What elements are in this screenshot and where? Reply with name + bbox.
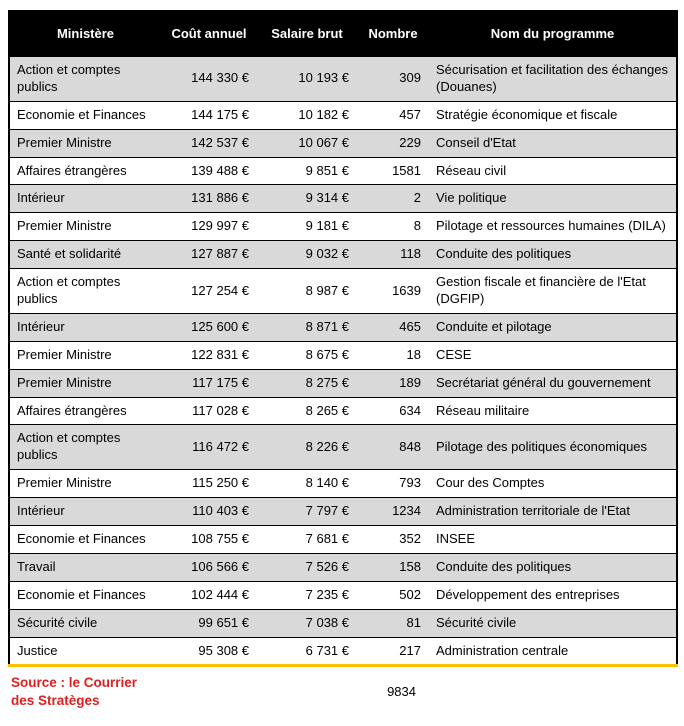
table-row [9, 498, 677, 526]
cell-ministere: Santé et solidarité [9, 241, 161, 269]
table-body [9, 56, 677, 666]
cell-cout-annuel: 117 028 € [161, 397, 257, 425]
cell-programme: Sécurisation et facilitation des échanges (Douanes) [429, 56, 677, 101]
programs-cost-table [8, 10, 678, 667]
header-cout-annuel: Coût annuel [161, 11, 257, 56]
cell-nombre: 81 [357, 609, 429, 637]
cell-ministere: Premier Ministre [9, 369, 161, 397]
cell-ministere: Action et comptes publics [9, 269, 161, 314]
cell-programme: Sécurité civile [429, 609, 677, 637]
cell-nombre: 229 [357, 129, 429, 157]
cell-salaire-brut: 7 526 € [257, 553, 357, 581]
cell-cout-annuel: 108 755 € [161, 526, 257, 554]
table-row [9, 553, 677, 581]
source-line-1: Source : le Courrier [11, 675, 138, 691]
cell-programme: Gestion fiscale et financière de l'Etat (DGFIP) [429, 269, 677, 314]
cell-salaire-brut: 10 193 € [257, 56, 357, 101]
cell-salaire-brut: 7 235 € [257, 581, 357, 609]
table-row [9, 341, 677, 369]
cell-programme: Stratégie économique et fiscale [429, 101, 677, 129]
cell-programme: CESE [429, 341, 677, 369]
cell-salaire-brut: 7 797 € [257, 498, 357, 526]
cell-nombre: 189 [357, 369, 429, 397]
cell-cout-annuel: 102 444 € [161, 581, 257, 609]
header-ministere: Ministère [9, 11, 161, 56]
table-header [9, 11, 677, 56]
cell-ministere: Action et comptes publics [9, 425, 161, 470]
cell-cout-annuel: 142 537 € [161, 129, 257, 157]
table-row [9, 369, 677, 397]
table-row [9, 101, 677, 129]
cell-nombre: 1639 [357, 269, 429, 314]
cell-programme: Réseau civil [429, 157, 677, 185]
cell-ministere: Economie et Finances [9, 526, 161, 554]
cell-programme: Pilotage des politiques économiques [429, 425, 677, 470]
cell-nombre: 848 [357, 425, 429, 470]
table-row [9, 526, 677, 554]
cell-ministere: Intérieur [9, 313, 161, 341]
cell-ministere: Affaires étrangères [9, 397, 161, 425]
table-row [9, 185, 677, 213]
cell-salaire-brut: 8 675 € [257, 341, 357, 369]
cell-programme: Secrétariat général du gouvernement [429, 369, 677, 397]
cell-programme: Conduite des politiques [429, 553, 677, 581]
table-row [9, 425, 677, 470]
cell-nombre: 502 [357, 581, 429, 609]
cell-salaire-brut: 10 067 € [257, 129, 357, 157]
header-row [9, 11, 677, 56]
cell-salaire-brut: 6 731 € [257, 637, 357, 666]
table-row [9, 609, 677, 637]
source-line-2: des Stratèges [11, 693, 100, 709]
cell-salaire-brut: 10 182 € [257, 101, 357, 129]
cell-nombre: 352 [357, 526, 429, 554]
footer [8, 667, 676, 709]
cell-nombre: 457 [357, 101, 429, 129]
cell-nombre: 217 [357, 637, 429, 666]
cell-cout-annuel: 117 175 € [161, 369, 257, 397]
cell-ministere: Affaires étrangères [9, 157, 161, 185]
cell-cout-annuel: 127 887 € [161, 241, 257, 269]
header-nom-du-programme: Nom du programme [429, 11, 677, 56]
table-row [9, 269, 677, 314]
cell-salaire-brut: 8 226 € [257, 425, 357, 470]
cell-nombre: 2 [357, 185, 429, 213]
cell-nombre: 634 [357, 397, 429, 425]
cell-ministere: Intérieur [9, 498, 161, 526]
cell-ministere: Economie et Finances [9, 581, 161, 609]
cell-programme: Conduite et pilotage [429, 313, 677, 341]
cell-cout-annuel: 131 886 € [161, 185, 257, 213]
table-row [9, 157, 677, 185]
total-nombre: 9834 [387, 684, 416, 700]
cell-programme: Administration centrale [429, 637, 677, 666]
table-row [9, 241, 677, 269]
cell-salaire-brut: 8 275 € [257, 369, 357, 397]
table-row [9, 581, 677, 609]
cell-nombre: 18 [357, 341, 429, 369]
cell-programme: Conseil d'Etat [429, 129, 677, 157]
cell-nombre: 118 [357, 241, 429, 269]
cell-ministere: Sécurité civile [9, 609, 161, 637]
cell-salaire-brut: 9 032 € [257, 241, 357, 269]
table-row [9, 213, 677, 241]
cell-salaire-brut: 9 314 € [257, 185, 357, 213]
cell-cout-annuel: 122 831 € [161, 341, 257, 369]
cell-salaire-brut: 9 181 € [257, 213, 357, 241]
cell-ministere: Intérieur [9, 185, 161, 213]
cell-programme: Pilotage et ressources humaines (DILA) [429, 213, 677, 241]
cell-programme: Développement des entreprises [429, 581, 677, 609]
header-nombre: Nombre [357, 11, 429, 56]
cell-programme: Réseau militaire [429, 397, 677, 425]
cell-cout-annuel: 144 330 € [161, 56, 257, 101]
cell-nombre: 1234 [357, 498, 429, 526]
cell-ministere: Premier Ministre [9, 213, 161, 241]
table-row [9, 56, 677, 101]
cell-salaire-brut: 7 038 € [257, 609, 357, 637]
cell-cout-annuel: 127 254 € [161, 269, 257, 314]
cell-ministere: Justice [9, 637, 161, 666]
cell-nombre: 309 [357, 56, 429, 101]
cell-cout-annuel: 144 175 € [161, 101, 257, 129]
table-row [9, 397, 677, 425]
cell-ministere: Travail [9, 553, 161, 581]
cell-salaire-brut: 7 681 € [257, 526, 357, 554]
cell-salaire-brut: 9 851 € [257, 157, 357, 185]
cell-ministere: Premier Ministre [9, 470, 161, 498]
cell-ministere: Action et comptes publics [9, 56, 161, 101]
cell-nombre: 465 [357, 313, 429, 341]
cell-ministere: Economie et Finances [9, 101, 161, 129]
cell-ministere: Premier Ministre [9, 341, 161, 369]
cell-salaire-brut: 8 871 € [257, 313, 357, 341]
cell-salaire-brut: 8 140 € [257, 470, 357, 498]
cell-cout-annuel: 129 997 € [161, 213, 257, 241]
cell-cout-annuel: 95 308 € [161, 637, 257, 666]
cell-nombre: 158 [357, 553, 429, 581]
table-row [9, 129, 677, 157]
cell-cout-annuel: 115 250 € [161, 470, 257, 498]
cell-salaire-brut: 8 987 € [257, 269, 357, 314]
cell-programme: INSEE [429, 526, 677, 554]
cell-cout-annuel: 116 472 € [161, 425, 257, 470]
cell-cout-annuel: 139 488 € [161, 157, 257, 185]
table-row [9, 313, 677, 341]
cell-programme: Vie politique [429, 185, 677, 213]
cell-programme: Conduite des politiques [429, 241, 677, 269]
cell-nombre: 1581 [357, 157, 429, 185]
cell-cout-annuel: 106 566 € [161, 553, 257, 581]
cell-cout-annuel: 125 600 € [161, 313, 257, 341]
cell-nombre: 8 [357, 213, 429, 241]
header-salaire-brut: Salaire brut [257, 11, 357, 56]
cell-salaire-brut: 8 265 € [257, 397, 357, 425]
cell-ministere: Premier Ministre [9, 129, 161, 157]
cell-nombre: 793 [357, 470, 429, 498]
cell-cout-annuel: 99 651 € [161, 609, 257, 637]
cell-cout-annuel: 110 403 € [161, 498, 257, 526]
table-row [9, 470, 677, 498]
table-row [9, 637, 677, 666]
cell-programme: Cour des Comptes [429, 470, 677, 498]
cell-programme: Administration territoriale de l'Etat [429, 498, 677, 526]
